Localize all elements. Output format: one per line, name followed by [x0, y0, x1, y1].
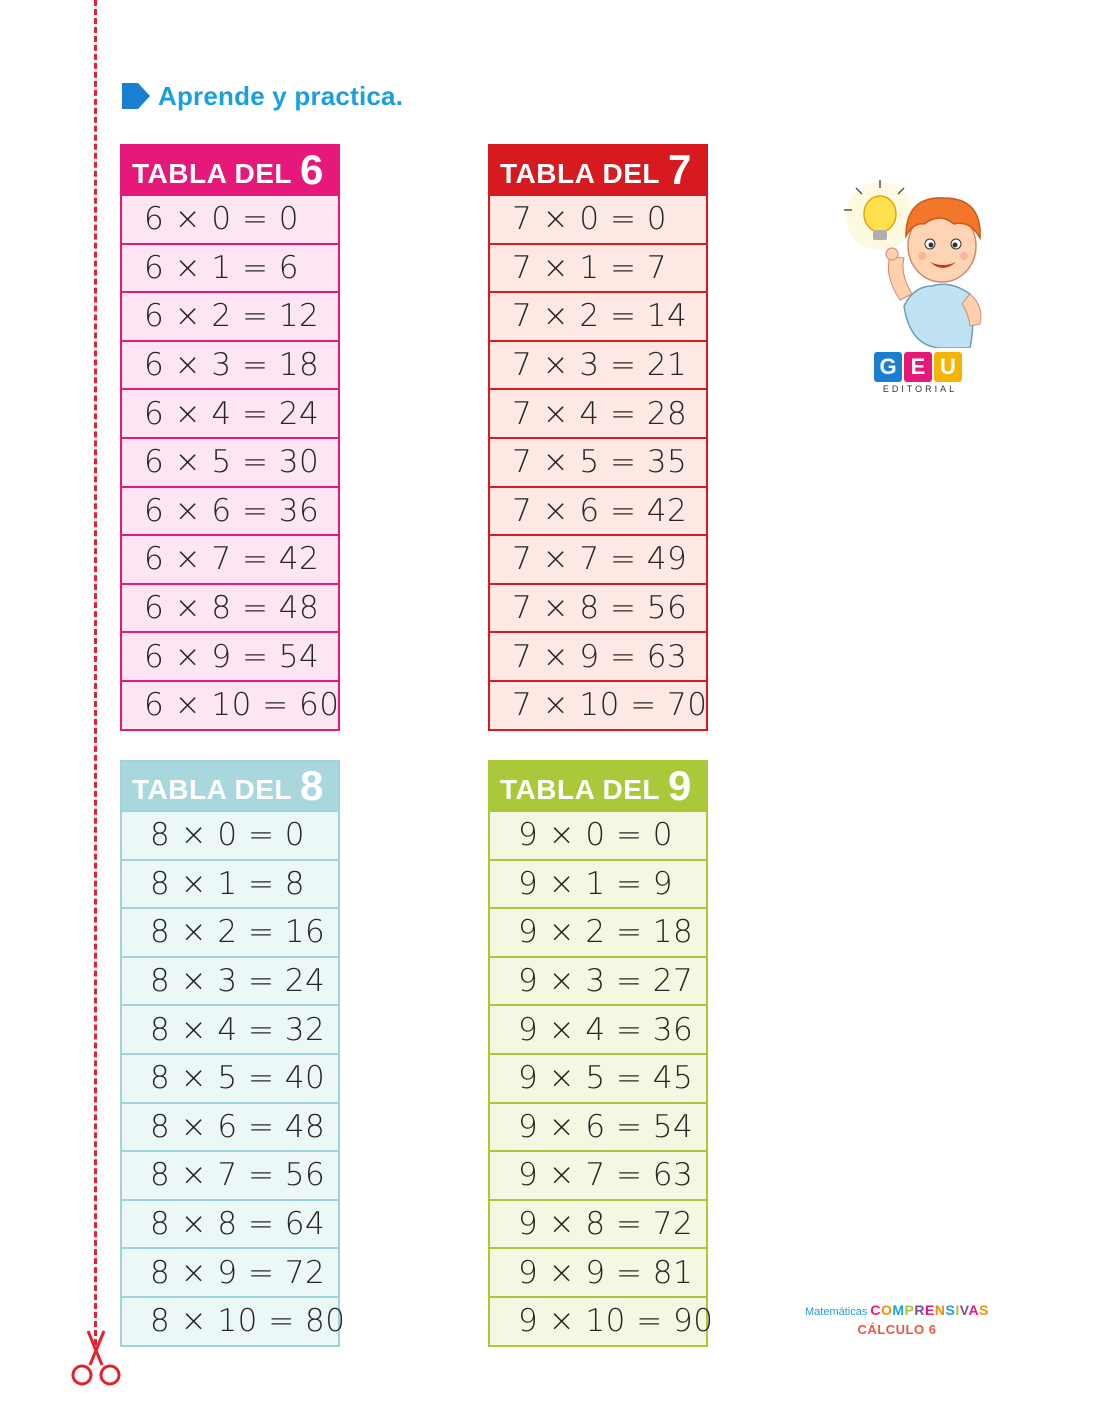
- table-row: 7 × 4 = 28: [490, 388, 706, 437]
- brand-letter: O: [880, 1302, 893, 1318]
- table-row: 9 × 3 = 27: [490, 956, 706, 1005]
- table-row: 6 × 9 = 54: [122, 631, 338, 680]
- table-number: 6: [300, 146, 324, 193]
- table-row: 7 × 1 = 7: [490, 243, 706, 292]
- book-footer: [802, 1302, 992, 1337]
- brand-letter: N: [934, 1302, 946, 1318]
- table-number: 9: [668, 762, 692, 809]
- table-header: [122, 762, 338, 810]
- logo-letter: G: [874, 352, 902, 382]
- table-row: 7 × 5 = 35: [490, 437, 706, 486]
- table-row: 6 × 8 = 48: [122, 583, 338, 632]
- table-row: 8 × 0 = 0: [122, 810, 338, 859]
- table-row: 9 × 2 = 18: [490, 907, 706, 956]
- table-row: 6 × 7 = 42: [122, 534, 338, 583]
- table-row: 7 × 9 = 63: [490, 631, 706, 680]
- table-row: 9 × 0 = 0: [490, 810, 706, 859]
- table-row: 9 × 5 = 45: [490, 1053, 706, 1102]
- brand-letter: M: [892, 1302, 905, 1318]
- cut-line: [94, 0, 97, 1345]
- table-label: TABLA DEL: [500, 158, 661, 189]
- table-row: 6 × 0 = 0: [122, 194, 338, 243]
- boy-with-lightbulb-illustration: [820, 176, 996, 348]
- table-row: 6 × 5 = 30: [122, 437, 338, 486]
- table-row: 7 × 0 = 0: [490, 194, 706, 243]
- table-row: 6 × 1 = 6: [122, 243, 338, 292]
- table-row: 8 × 9 = 72: [122, 1247, 338, 1296]
- table-label: TABLA DEL: [132, 774, 293, 805]
- table-row: 6 × 6 = 36: [122, 486, 338, 535]
- brand-letter: P: [904, 1302, 915, 1318]
- multiplication-table-8: [120, 760, 346, 1347]
- table-row: 9 × 7 = 63: [490, 1150, 706, 1199]
- table-row: 8 × 10 = 80: [122, 1296, 338, 1345]
- table-row: 7 × 10 = 70: [490, 680, 706, 729]
- brand-letter: R: [914, 1302, 926, 1318]
- table-row: 6 × 2 = 12: [122, 291, 338, 340]
- table-row: 6 × 10 = 60: [122, 680, 338, 729]
- play-arrow-icon: [120, 81, 152, 111]
- table-header: [490, 762, 706, 810]
- table-row: 9 × 1 = 9: [490, 859, 706, 908]
- brand-letter: S: [945, 1302, 956, 1318]
- table-header: [490, 146, 706, 194]
- brand-letter: I: [955, 1302, 960, 1318]
- table-row: 9 × 4 = 36: [490, 1004, 706, 1053]
- table-row: 7 × 8 = 56: [490, 583, 706, 632]
- brand-letter: C: [870, 1302, 881, 1318]
- scissors-icon: [68, 1325, 124, 1389]
- footer-book-title: CÁLCULO 6: [857, 1322, 937, 1337]
- table-row: 8 × 1 = 8: [122, 859, 338, 908]
- table-label: TABLA DEL: [132, 158, 293, 189]
- table-row: 6 × 3 = 18: [122, 340, 338, 389]
- table-row: 7 × 2 = 14: [490, 291, 706, 340]
- heading-text: Aprende y practica.: [158, 80, 404, 111]
- table-row: 8 × 6 = 48: [122, 1102, 338, 1151]
- table-row: 8 × 8 = 64: [122, 1199, 338, 1248]
- table-row: 8 × 3 = 24: [122, 956, 338, 1005]
- table-number: 7: [668, 146, 692, 193]
- table-label: TABLA DEL: [500, 774, 661, 805]
- table-row: 9 × 6 = 54: [490, 1102, 706, 1151]
- logo-letter: E: [904, 352, 932, 382]
- table-row: 7 × 7 = 49: [490, 534, 706, 583]
- table-number: 8: [300, 762, 324, 809]
- footer-brand: [870, 1302, 989, 1318]
- footer-prefix: Matemáticas: [805, 1306, 868, 1318]
- multiplication-table-6: [120, 144, 340, 731]
- multiplication-table-9: [488, 760, 714, 1347]
- table-header: [122, 146, 338, 194]
- brand-letter: A: [968, 1302, 980, 1318]
- table-row: 6 × 4 = 24: [122, 388, 338, 437]
- table-row: 8 × 7 = 56: [122, 1150, 338, 1199]
- brand-letter: V: [959, 1302, 969, 1318]
- logo-subtitle: EDITORIAL: [882, 384, 958, 394]
- multiplication-table-7: [488, 144, 708, 731]
- table-row: 8 × 5 = 40: [122, 1053, 338, 1102]
- brand-letter: E: [925, 1302, 935, 1318]
- table-row: 9 × 9 = 81: [490, 1247, 706, 1296]
- table-row: 8 × 4 = 32: [122, 1004, 338, 1053]
- table-row: 9 × 8 = 72: [490, 1199, 706, 1248]
- logo-letter: U: [934, 352, 962, 382]
- table-row: 7 × 6 = 42: [490, 486, 706, 535]
- brand-letter: S: [979, 1302, 989, 1318]
- table-row: 8 × 2 = 16: [122, 907, 338, 956]
- table-row: 7 × 3 = 21: [490, 340, 706, 389]
- publisher-logo: [874, 352, 966, 394]
- table-row: 9 × 10 = 90: [490, 1296, 706, 1345]
- section-heading: [120, 78, 403, 114]
